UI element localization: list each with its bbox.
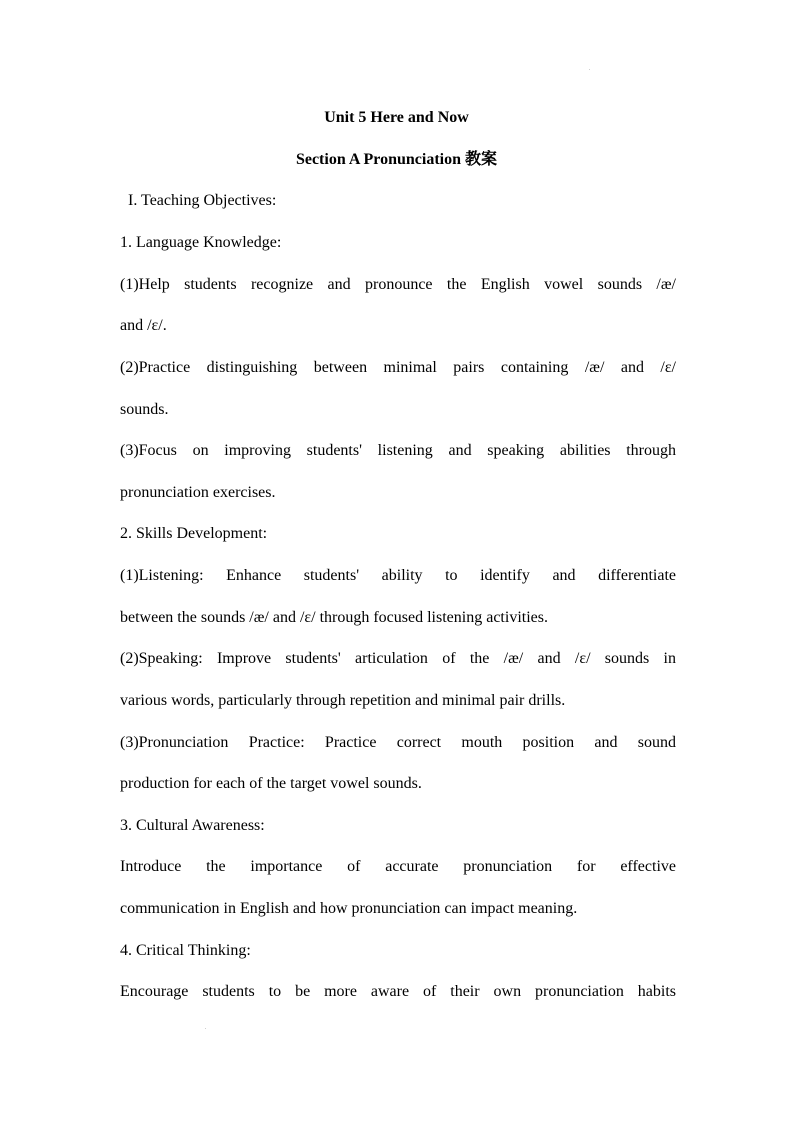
paragraph-line: (2)Speaking: Improve students' articulation of the /æ/ and /ɛ/ sounds in (120, 650, 676, 667)
paragraph-line: and /ɛ/. (120, 317, 167, 334)
subsection-heading: 2. Skills Development: (120, 525, 268, 542)
subsection-heading: 3. Cultural Awareness: (120, 817, 265, 834)
paragraph-line: (2)Practice distinguishing between minimal pairs containing /æ/ and /ɛ/ (120, 359, 676, 376)
paragraph-line: production for each of the target vowel sounds. (120, 775, 422, 792)
paragraph-line: various words, particularly through repetition and minimal pair drills. (120, 692, 566, 709)
scan-speck (589, 69, 590, 70)
scan-speck (205, 1028, 206, 1029)
paragraph-line: between the sounds /æ/ and /ɛ/ through focused listening activities. (120, 609, 548, 626)
section-heading-objectives: I. Teaching Objectives: (128, 192, 277, 209)
document-subtitle: Section A Pronunciation 教案 (295, 151, 498, 168)
paragraph-line: Encourage students to be more aware of their own pronunciation habits (120, 983, 676, 1000)
subsection-heading: 4. Critical Thinking: (120, 942, 251, 959)
paragraph-line: (1)Listening: Enhance students' ability to identify and differentiate (120, 567, 676, 584)
paragraph-line: pronunciation exercises. (120, 484, 276, 501)
paragraph-line: (3)Focus on improving students' listening and speaking abilities through (120, 442, 676, 459)
paragraph-line: (1)Help students recognize and pronounce the English vowel sounds /æ/ (120, 276, 676, 293)
paragraph-line: sounds. (120, 401, 169, 418)
document-title: Unit 5 Here and Now (324, 109, 469, 126)
paragraph-line: Introduce the importance of accurate pronunciation for effective (120, 858, 676, 875)
paragraph-line: communication in English and how pronunciation can impact meaning. (120, 900, 578, 917)
subsection-heading: 1. Language Knowledge: (120, 234, 282, 251)
paragraph-line: (3)Pronunciation Practice: Practice correct mouth position and sound (120, 734, 676, 751)
